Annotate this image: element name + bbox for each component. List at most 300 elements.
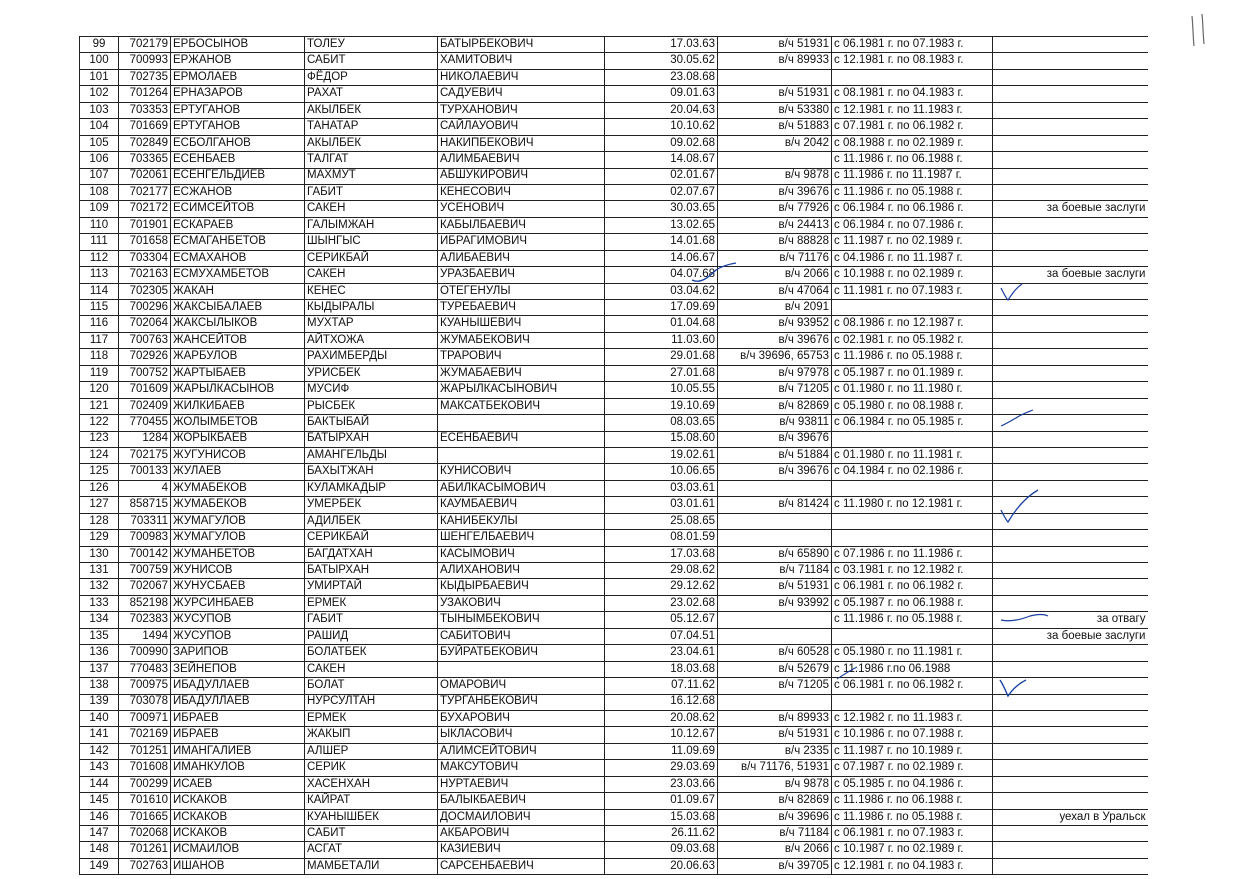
military-unit-cell: в/ч 89933 <box>718 710 832 726</box>
first-name-cell: АКЫЛБЕК <box>305 102 438 118</box>
record-id-cell: 700990 <box>119 645 171 661</box>
row-number-cell: 141 <box>80 727 119 743</box>
table-row <box>80 365 1148 381</box>
military-unit-cell: в/ч 52679 <box>718 661 832 677</box>
military-unit-cell <box>718 513 832 529</box>
note-cell <box>993 530 1148 546</box>
record-id-cell: 702849 <box>119 135 171 151</box>
table-row <box>80 595 1148 611</box>
birth-date-cell: 13.02.65 <box>605 217 718 233</box>
patronymic-cell: КАЗИЕВИЧ <box>438 842 605 858</box>
birth-date-cell: 14.08.67 <box>605 152 718 168</box>
birth-date-cell: 03.04.62 <box>605 283 718 299</box>
record-id-cell: 770483 <box>119 661 171 677</box>
first-name-cell: БОЛАТ <box>305 678 438 694</box>
military-unit-cell: в/ч 47064 <box>718 283 832 299</box>
surname-cell: ИСМАИЛОВ <box>171 842 305 858</box>
table-row <box>80 283 1148 299</box>
service-period-cell <box>832 694 993 710</box>
row-number-cell: 109 <box>80 201 119 217</box>
service-period-cell: с 11.1986 г. по 06.1988 г. <box>832 793 993 809</box>
row-number-cell: 110 <box>80 217 119 233</box>
first-name-cell: КУАНЫШБЕК <box>305 809 438 825</box>
record-id-cell: 770455 <box>119 415 171 431</box>
note-cell <box>993 563 1148 579</box>
service-period-cell: с 06.1984 г. по 06.1986 г. <box>832 201 993 217</box>
patronymic-cell: КЕНЕСОВИЧ <box>438 184 605 200</box>
note-cell: за боевые заслуги <box>993 628 1148 644</box>
row-number-cell: 144 <box>80 776 119 792</box>
table-row <box>80 234 1148 250</box>
first-name-cell: САКЕН <box>305 201 438 217</box>
service-period-cell: с 08.1981 г. по 04.1983 г. <box>832 86 993 102</box>
row-number-cell: 126 <box>80 480 119 496</box>
first-name-cell: СЕРИКБАЙ <box>305 250 438 266</box>
note-cell <box>993 349 1148 365</box>
record-id-cell: 703304 <box>119 250 171 266</box>
note-cell <box>993 234 1148 250</box>
record-id-cell: 700299 <box>119 776 171 792</box>
surname-cell: ЗЕЙНЕПОВ <box>171 661 305 677</box>
military-unit-cell: в/ч 81424 <box>718 497 832 513</box>
military-unit-cell: в/ч 71205 <box>718 382 832 398</box>
surname-cell: ИБРАЕВ <box>171 727 305 743</box>
record-id-cell: 701658 <box>119 234 171 250</box>
table-row <box>80 349 1148 365</box>
surname-cell: ИШАНОВ <box>171 858 305 874</box>
surname-cell: ЕСЕНГЕЛЬДИЕВ <box>171 168 305 184</box>
row-number-cell: 120 <box>80 382 119 398</box>
birth-date-cell: 23.03.66 <box>605 776 718 792</box>
first-name-cell: СЕРИКБАЙ <box>305 530 438 546</box>
surname-cell: ЕСКАРАЕВ <box>171 217 305 233</box>
table-row <box>80 776 1148 792</box>
first-name-cell: БОЛАТБЕК <box>305 645 438 661</box>
patronymic-cell: ИБРАГИМОВИЧ <box>438 234 605 250</box>
military-unit-cell: в/ч 39676 <box>718 464 832 480</box>
patronymic-cell <box>438 661 605 677</box>
row-number-cell: 106 <box>80 152 119 168</box>
table-row <box>80 267 1148 283</box>
first-name-cell: БАТЫРХАН <box>305 431 438 447</box>
service-period-cell: с 07.1981 г. по 06.1982 г. <box>832 119 993 135</box>
note-cell <box>993 727 1148 743</box>
service-period-cell <box>832 628 993 644</box>
record-id-cell: 852198 <box>119 595 171 611</box>
birth-date-cell: 15.08.60 <box>605 431 718 447</box>
surname-cell: ЖАНСЕЙТОВ <box>171 332 305 348</box>
row-number-cell: 133 <box>80 595 119 611</box>
first-name-cell: АМАНГЕЛЬДЫ <box>305 447 438 463</box>
first-name-cell: РАХАТ <box>305 86 438 102</box>
table-row <box>80 37 1148 53</box>
first-name-cell: КАЙРАТ <box>305 793 438 809</box>
note-cell <box>993 398 1148 414</box>
patronymic-cell: НУРТАЕВИЧ <box>438 776 605 792</box>
row-number-cell: 142 <box>80 743 119 759</box>
note-cell <box>993 382 1148 398</box>
surname-cell: ЕСИМСЕЙТОВ <box>171 201 305 217</box>
service-period-cell: с 06.1981 г. по 07.1983 г. <box>832 826 993 842</box>
table-row <box>80 398 1148 414</box>
record-id-cell: 702383 <box>119 612 171 628</box>
first-name-cell: КУЛАМКАДЫР <box>305 480 438 496</box>
service-period-cell: с 02.1981 г. по 05.1982 г. <box>832 332 993 348</box>
record-id-cell: 701264 <box>119 86 171 102</box>
first-name-cell: САБИТ <box>305 826 438 842</box>
note-cell <box>993 250 1148 266</box>
record-id-cell: 702061 <box>119 168 171 184</box>
service-period-cell: с 11.1980 г. по 12.1981 г. <box>832 497 993 513</box>
military-unit-cell: в/ч 2066 <box>718 267 832 283</box>
military-unit-cell <box>718 612 832 628</box>
service-period-cell: с 07.1987 г. по 02.1989 г. <box>832 760 993 776</box>
row-number-cell: 139 <box>80 694 119 710</box>
military-unit-cell: в/ч 71176, 51931 <box>718 760 832 776</box>
first-name-cell: БАГДАТХАН <box>305 546 438 562</box>
first-name-cell: АСГАТ <box>305 842 438 858</box>
note-cell <box>993 661 1148 677</box>
record-id-cell: 702735 <box>119 69 171 85</box>
birth-date-cell: 29.08.62 <box>605 563 718 579</box>
row-number-cell: 101 <box>80 69 119 85</box>
military-unit-cell: в/ч 51931 <box>718 86 832 102</box>
record-id-cell: 700296 <box>119 300 171 316</box>
table-row <box>80 201 1148 217</box>
row-number-cell: 102 <box>80 86 119 102</box>
birth-date-cell: 20.04.63 <box>605 102 718 118</box>
note-cell <box>993 497 1148 513</box>
patronymic-cell: АБШУКИРОВИЧ <box>438 168 605 184</box>
service-period-cell: с 04.1986 г. по 11.1987 г. <box>832 250 993 266</box>
service-period-cell: с 06.1981 г. по 06.1982 г. <box>832 579 993 595</box>
military-unit-cell: в/ч 39705 <box>718 858 832 874</box>
record-id-cell: 703353 <box>119 102 171 118</box>
service-period-cell: с 11.1986 г. по 05.1988 г. <box>832 612 993 628</box>
row-number-cell: 136 <box>80 645 119 661</box>
military-unit-cell: в/ч 93811 <box>718 415 832 431</box>
surname-cell: ЕРНАЗАРОВ <box>171 86 305 102</box>
surname-cell: ИБРАЕВ <box>171 710 305 726</box>
record-id-cell: 700971 <box>119 710 171 726</box>
military-unit-cell: в/ч 2042 <box>718 135 832 151</box>
service-period-cell: с 11.1986 г. по 06.1988 г. <box>832 152 993 168</box>
surname-cell: ЖУСУПОВ <box>171 612 305 628</box>
note-cell <box>993 168 1148 184</box>
birth-date-cell: 09.01.63 <box>605 86 718 102</box>
military-unit-cell <box>718 694 832 710</box>
military-unit-cell: в/ч 71205 <box>718 678 832 694</box>
note-cell <box>993 678 1148 694</box>
patronymic-cell: НАКИПБЕКОВИЧ <box>438 135 605 151</box>
service-period-cell: с 12.1981 г. по 08.1983 г. <box>832 53 993 69</box>
birth-date-cell: 10.05.55 <box>605 382 718 398</box>
military-unit-cell: в/ч 2091 <box>718 300 832 316</box>
birth-date-cell: 04.07.68 <box>605 267 718 283</box>
note-cell <box>993 37 1148 53</box>
patronymic-cell: КАУМБАЕВИЧ <box>438 497 605 513</box>
military-unit-cell: в/ч 65890 <box>718 546 832 562</box>
note-cell <box>993 645 1148 661</box>
service-period-cell: с 01.1980 г. по 11.1980 г. <box>832 382 993 398</box>
patronymic-cell: АКБАРОВИЧ <box>438 826 605 842</box>
birth-date-cell: 10.06.65 <box>605 464 718 480</box>
first-name-cell: ЕРМЕК <box>305 595 438 611</box>
note-cell <box>993 480 1148 496</box>
record-id-cell: 703311 <box>119 513 171 529</box>
row-number-cell: 99 <box>80 37 119 53</box>
record-id-cell: 701609 <box>119 382 171 398</box>
patronymic-cell: ЖУМАБЕКОВИЧ <box>438 332 605 348</box>
row-number-cell: 115 <box>80 300 119 316</box>
military-unit-cell <box>718 530 832 546</box>
record-id-cell: 702163 <box>119 267 171 283</box>
first-name-cell: САБИТ <box>305 53 438 69</box>
record-id-cell: 702175 <box>119 447 171 463</box>
note-cell <box>993 595 1148 611</box>
patronymic-cell: УСЕНОВИЧ <box>438 201 605 217</box>
birth-date-cell: 01.09.67 <box>605 793 718 809</box>
row-number-cell: 123 <box>80 431 119 447</box>
table-row <box>80 530 1148 546</box>
surname-cell: ЖАРБУЛОВ <box>171 349 305 365</box>
surname-cell: ЖУГУНИСОВ <box>171 447 305 463</box>
birth-date-cell: 11.03.60 <box>605 332 718 348</box>
surname-cell: ЖАРТЫБАЕВ <box>171 365 305 381</box>
patronymic-cell: САРСЕНБАЕВИЧ <box>438 858 605 874</box>
surname-cell: ЖУМАБЕКОВ <box>171 480 305 496</box>
note-cell <box>993 431 1148 447</box>
record-id-cell: 703365 <box>119 152 171 168</box>
table-row <box>80 332 1148 348</box>
records-table <box>79 36 1148 875</box>
table-row <box>80 431 1148 447</box>
table-row <box>80 69 1148 85</box>
birth-date-cell: 26.11.62 <box>605 826 718 842</box>
table-row <box>80 217 1148 233</box>
table-row <box>80 316 1148 332</box>
service-period-cell <box>832 530 993 546</box>
surname-cell: ЕСМАХАНОВ <box>171 250 305 266</box>
patronymic-cell: АЛИХАНОВИЧ <box>438 563 605 579</box>
service-period-cell: с 06.1981 г. по 06.1982 г. <box>832 678 993 694</box>
note-cell <box>993 217 1148 233</box>
military-unit-cell: в/ч 9878 <box>718 776 832 792</box>
table-row <box>80 152 1148 168</box>
record-id-cell: 700752 <box>119 365 171 381</box>
military-unit-cell: в/ч 2335 <box>718 743 832 759</box>
first-name-cell: УМЕРБЕК <box>305 497 438 513</box>
first-name-cell: РАШИД <box>305 628 438 644</box>
row-number-cell: 112 <box>80 250 119 266</box>
note-cell <box>993 316 1148 332</box>
note-cell <box>993 135 1148 151</box>
row-number-cell: 134 <box>80 612 119 628</box>
note-cell: уехал в Уральск <box>993 809 1148 825</box>
service-period-cell <box>832 513 993 529</box>
table-row <box>80 415 1148 431</box>
birth-date-cell: 03.03.61 <box>605 480 718 496</box>
patronymic-cell: ТЫНЫМБЕКОВИЧ <box>438 612 605 628</box>
note-cell <box>993 776 1148 792</box>
record-id-cell: 701610 <box>119 793 171 809</box>
birth-date-cell: 29.03.69 <box>605 760 718 776</box>
service-period-cell: с 07.1986 г. по 11.1986 г. <box>832 546 993 562</box>
row-number-cell: 138 <box>80 678 119 694</box>
service-period-cell: с 08.1988 г. по 02.1989 г. <box>832 135 993 151</box>
birth-date-cell: 19.10.69 <box>605 398 718 414</box>
military-unit-cell: в/ч 2066 <box>718 842 832 858</box>
military-unit-cell: в/ч 77926 <box>718 201 832 217</box>
row-number-cell: 130 <box>80 546 119 562</box>
patronymic-cell: КАБЫЛБАЕВИЧ <box>438 217 605 233</box>
patronymic-cell: УРАЗБАЕВИЧ <box>438 267 605 283</box>
military-unit-cell: в/ч 71184 <box>718 826 832 842</box>
patronymic-cell: МАКСАТБЕКОВИЧ <box>438 398 605 414</box>
first-name-cell: КЕНЕС <box>305 283 438 299</box>
patronymic-cell: ОТЕГЕНУЛЫ <box>438 283 605 299</box>
row-number-cell: 129 <box>80 530 119 546</box>
table-row <box>80 842 1148 858</box>
table-row <box>80 858 1148 874</box>
patronymic-cell: ЖАРЫЛКАСЫНОВИЧ <box>438 382 605 398</box>
first-name-cell: ФЁДОР <box>305 69 438 85</box>
first-name-cell: ЕРМЕК <box>305 710 438 726</box>
row-number-cell: 118 <box>80 349 119 365</box>
birth-date-cell: 25.08.65 <box>605 513 718 529</box>
birth-date-cell: 20.08.62 <box>605 710 718 726</box>
note-cell <box>993 300 1148 316</box>
patronymic-cell: ДОСМАИЛОВИЧ <box>438 809 605 825</box>
birth-date-cell: 20.06.63 <box>605 858 718 874</box>
surname-cell: ЕСМУХАМБЕТОВ <box>171 267 305 283</box>
first-name-cell: РЫСБЕК <box>305 398 438 414</box>
patronymic-cell <box>438 447 605 463</box>
table-row <box>80 497 1148 513</box>
record-id-cell: 858715 <box>119 497 171 513</box>
birth-date-cell: 10.10.62 <box>605 119 718 135</box>
surname-cell: ЕСБОЛГАНОВ <box>171 135 305 151</box>
patronymic-cell <box>438 415 605 431</box>
note-cell <box>993 53 1148 69</box>
service-period-cell: с 11.1987 г. по 10.1989 г. <box>832 743 993 759</box>
birth-date-cell: 17.09.69 <box>605 300 718 316</box>
patronymic-cell: НИКОЛАЕВИЧ <box>438 69 605 85</box>
record-id-cell: 701608 <box>119 760 171 776</box>
service-period-cell: с 08.1986 г. по 12.1987 г. <box>832 316 993 332</box>
military-unit-cell: в/ч 89933 <box>718 53 832 69</box>
note-cell: за боевые заслуги <box>993 201 1148 217</box>
row-number-cell: 132 <box>80 579 119 595</box>
row-number-cell: 103 <box>80 102 119 118</box>
row-number-cell: 111 <box>80 234 119 250</box>
first-name-cell: ТАНАТАР <box>305 119 438 135</box>
row-number-cell: 140 <box>80 710 119 726</box>
first-name-cell: ХАСЕНХАН <box>305 776 438 792</box>
record-id-cell: 700975 <box>119 678 171 694</box>
note-cell: за отвагу <box>993 612 1148 628</box>
row-number-cell: 107 <box>80 168 119 184</box>
record-id-cell: 701901 <box>119 217 171 233</box>
birth-date-cell: 07.11.62 <box>605 678 718 694</box>
first-name-cell: ЖАКЫП <box>305 727 438 743</box>
surname-cell: ИБАДУЛЛАЕВ <box>171 694 305 710</box>
patronymic-cell: ЖУМАБАЕВИЧ <box>438 365 605 381</box>
record-id-cell: 700763 <box>119 332 171 348</box>
record-id-cell: 702067 <box>119 579 171 595</box>
note-cell <box>993 184 1148 200</box>
patronymic-cell: САЙЛАУОВИЧ <box>438 119 605 135</box>
first-name-cell: АДИЛБЕК <box>305 513 438 529</box>
military-unit-cell: в/ч 39676 <box>718 184 832 200</box>
first-name-cell: МУСИФ <box>305 382 438 398</box>
record-id-cell: 702179 <box>119 37 171 53</box>
military-unit-cell <box>718 152 832 168</box>
record-id-cell: 701251 <box>119 743 171 759</box>
table-row <box>80 53 1148 69</box>
patronymic-cell: ЕСЕНБАЕВИЧ <box>438 431 605 447</box>
patronymic-cell: МАКСУТОВИЧ <box>438 760 605 776</box>
note-cell <box>993 464 1148 480</box>
row-number-cell: 105 <box>80 135 119 151</box>
record-id-cell: 702305 <box>119 283 171 299</box>
note-cell <box>993 694 1148 710</box>
row-number-cell: 125 <box>80 464 119 480</box>
note-cell <box>993 447 1148 463</box>
service-period-cell: с 11.1986 г.по 06.1988 <box>832 661 993 677</box>
birth-date-cell: 09.02.68 <box>605 135 718 151</box>
surname-cell: ИМАНКУЛОВ <box>171 760 305 776</box>
row-number-cell: 127 <box>80 497 119 513</box>
surname-cell: ЕСЕНБАЕВ <box>171 152 305 168</box>
table-row <box>80 168 1148 184</box>
military-unit-cell: в/ч 60528 <box>718 645 832 661</box>
row-number-cell: 113 <box>80 267 119 283</box>
birth-date-cell: 11.09.69 <box>605 743 718 759</box>
table-row <box>80 102 1148 118</box>
table-row <box>80 250 1148 266</box>
birth-date-cell: 27.01.68 <box>605 365 718 381</box>
surname-cell: ИСКАКОВ <box>171 809 305 825</box>
note-cell <box>993 86 1148 102</box>
record-id-cell: 702409 <box>119 398 171 414</box>
service-period-cell: с 12.1981 г. по 04.1983 г. <box>832 858 993 874</box>
row-number-cell: 122 <box>80 415 119 431</box>
military-unit-cell: в/ч 51931 <box>718 579 832 595</box>
record-id-cell: 701261 <box>119 842 171 858</box>
military-unit-cell: в/ч 88828 <box>718 234 832 250</box>
record-id-cell: 700133 <box>119 464 171 480</box>
patronymic-cell: КАСЫМОВИЧ <box>438 546 605 562</box>
birth-date-cell: 14.06.67 <box>605 250 718 266</box>
record-id-cell: 702172 <box>119 201 171 217</box>
patronymic-cell: САБИТОВИЧ <box>438 628 605 644</box>
birth-date-cell: 30.05.62 <box>605 53 718 69</box>
first-name-cell: ШЫНГЫС <box>305 234 438 250</box>
record-id-cell: 700993 <box>119 53 171 69</box>
service-period-cell: с 06.1984 г. по 05.1985 г. <box>832 415 993 431</box>
first-name-cell: МАХМУТ <box>305 168 438 184</box>
row-number-cell: 143 <box>80 760 119 776</box>
first-name-cell: ГАЛЫМЖАН <box>305 217 438 233</box>
birth-date-cell: 08.01.59 <box>605 530 718 546</box>
patronymic-cell: ХАМИТОВИЧ <box>438 53 605 69</box>
record-id-cell: 700759 <box>119 563 171 579</box>
birth-date-cell: 02.01.67 <box>605 168 718 184</box>
table-row <box>80 710 1148 726</box>
note-cell <box>993 119 1148 135</box>
patronymic-cell: САДУЕВИЧ <box>438 86 605 102</box>
